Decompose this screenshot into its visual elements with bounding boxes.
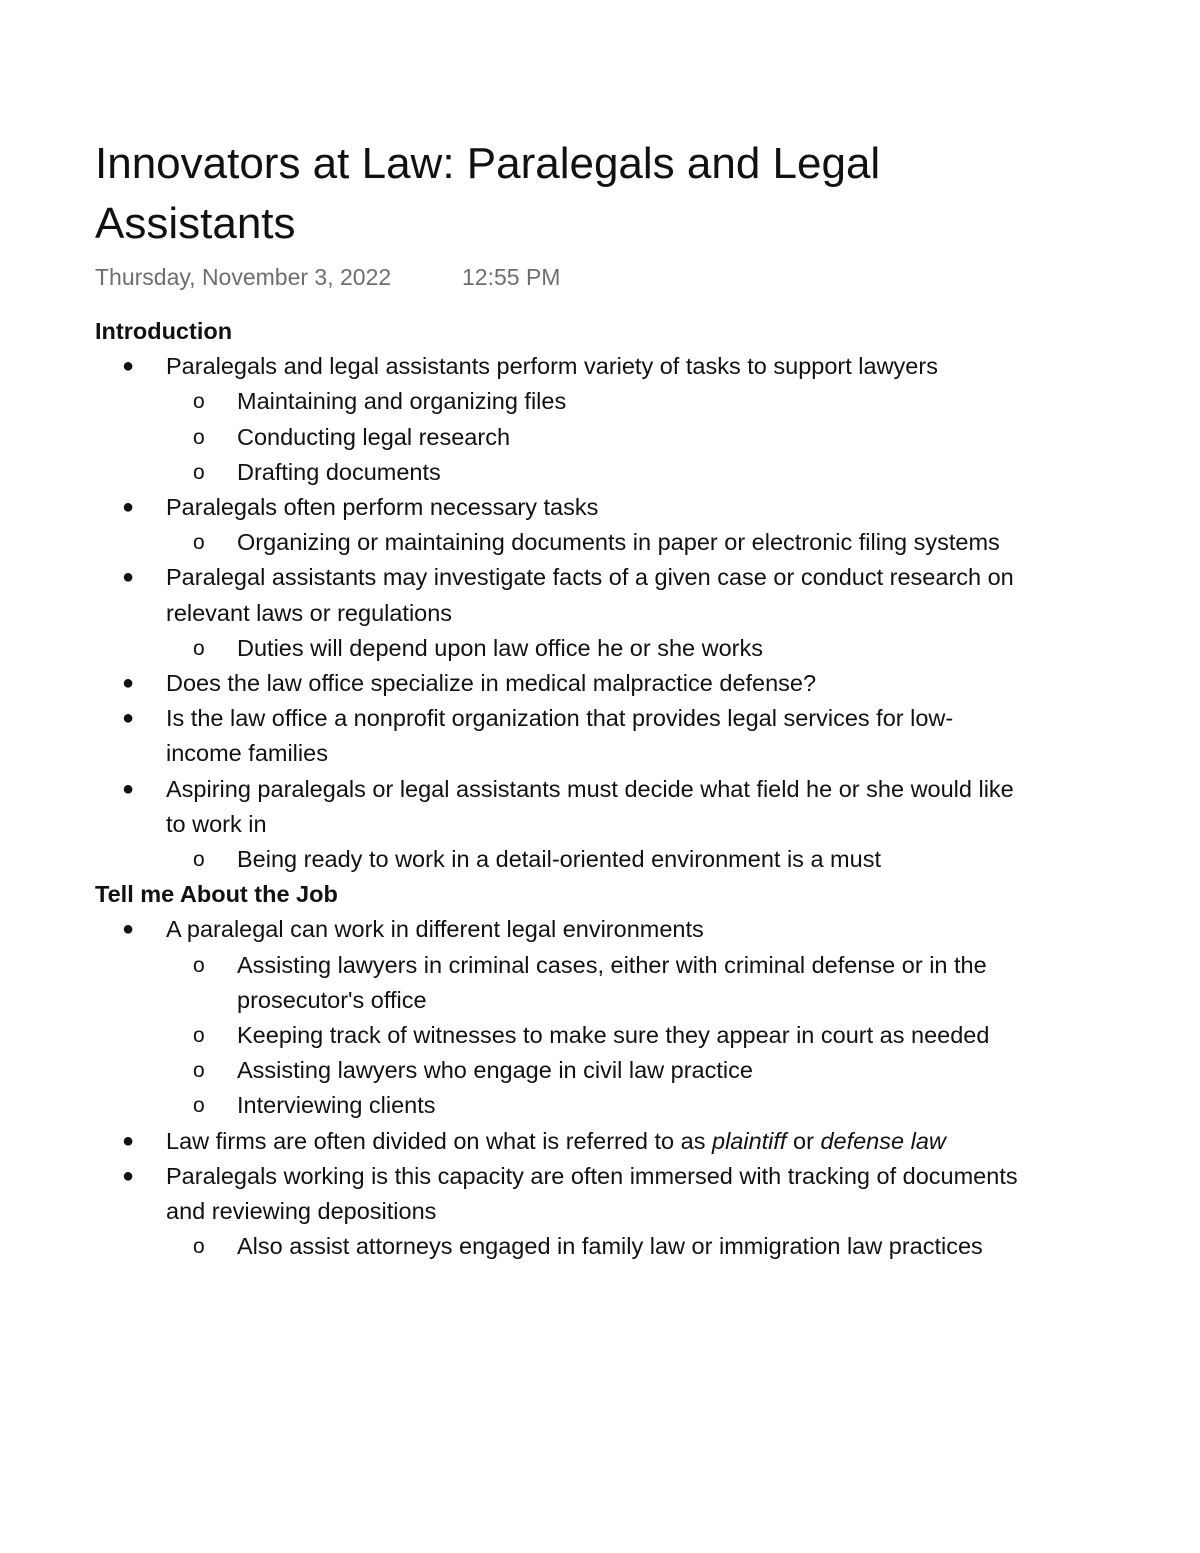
hollow-bullet-icon: o	[193, 460, 205, 484]
bullet-icon: ●	[122, 777, 135, 800]
bullet-list-job	[95, 912, 1025, 1264]
list-item-text: Is the law office a nonprofit organization that provides legal services for low-income families	[166, 705, 954, 767]
sub-list-item-text: Conducting legal research	[237, 423, 511, 450]
list-item-text	[166, 1128, 946, 1154]
hollow-bullet-icon: o	[193, 953, 205, 977]
sub-list-item-text: Also assist attorneys engaged in family law or immigration law practices	[237, 1233, 983, 1260]
list-item-text: Paralegals often perform necessary tasks	[166, 494, 599, 521]
sub-list-item	[166, 948, 1025, 1018]
text-run: Law firms are often divided on what is referred to as	[166, 1127, 712, 1154]
list-item	[95, 701, 1025, 771]
list-item	[95, 1124, 1025, 1159]
sub-list-item	[166, 455, 1025, 490]
list-item-text: Does the law office specialize in medical malpractice defense?	[166, 670, 817, 697]
bullet-icon: ●	[122, 672, 135, 695]
hollow-bullet-icon: o	[193, 1059, 205, 1083]
hollow-bullet-icon: o	[193, 390, 205, 414]
list-item	[95, 772, 1025, 878]
sub-list-item-text: Assisting lawyers in criminal cases, either with criminal defense or in the prosecutor's office	[237, 951, 987, 1013]
list-item	[95, 912, 1025, 1123]
sub-list	[166, 525, 1025, 560]
list-item-text: Paralegals and legal assistants perform variety of tasks to support lawyers	[166, 353, 938, 380]
hollow-bullet-icon: o	[193, 425, 205, 449]
sub-list-item	[166, 1088, 1025, 1123]
page-title: Innovators at Law: Paralegals and Legal Assistants	[95, 139, 881, 248]
sub-list-item-text: Maintaining and organizing files	[237, 388, 567, 415]
sub-list-item-text: Keeping track of witnesses to make sure they appear in court as needed	[237, 1022, 990, 1049]
section-heading-tell-me-about-the-job: Tell me About the Job	[95, 881, 338, 908]
list-item-text: Paralegal assistants may investigate facts of a given case or conduct research on relevant laws or regulations	[166, 564, 1014, 626]
hollow-bullet-icon: o	[193, 636, 205, 660]
sub-list	[166, 384, 1025, 490]
sub-list-item	[166, 1018, 1025, 1053]
list-item-text: Paralegals working is this capacity are often immersed with tracking of documents and reviewing depositions	[166, 1162, 1018, 1225]
sub-list-item-text: Duties will depend upon law office he or she works	[237, 634, 763, 661]
sub-list-item	[166, 842, 1025, 877]
bullet-icon: ●	[122, 355, 135, 378]
sub-list-item	[166, 384, 1025, 419]
sub-list-item-text: Assisting lawyers who engage in civil law practice	[237, 1057, 753, 1084]
hollow-bullet-icon: o	[193, 1024, 205, 1048]
sub-list	[166, 948, 1025, 1124]
bullet-icon: ●	[122, 1129, 135, 1152]
hollow-bullet-icon: o	[193, 848, 205, 872]
list-item-text: A paralegal can work in different legal environments	[166, 916, 704, 943]
bullet-icon: ●	[122, 707, 135, 730]
list-item-text: Aspiring paralegals or legal assistants must decide what field he or she would like to work in	[166, 775, 1014, 837]
bullet-icon: ●	[122, 496, 135, 519]
sub-list-item	[166, 420, 1025, 455]
note-timestamp	[95, 262, 561, 292]
text-run: or	[786, 1127, 821, 1154]
sub-list-item	[166, 525, 1025, 560]
hollow-bullet-icon: o	[193, 1094, 205, 1118]
bullet-icon: ●	[122, 918, 135, 941]
bullet-icon: ●	[122, 566, 135, 589]
italic-term-plaintiff: plaintiff	[712, 1127, 787, 1154]
sub-list-item-text: Interviewing clients	[237, 1092, 436, 1119]
italic-term-defense-law: defense law	[820, 1127, 946, 1154]
hollow-bullet-icon: o	[193, 1235, 205, 1259]
sub-list-item	[166, 1229, 1025, 1264]
section-heading-introduction: Introduction	[95, 318, 233, 344]
note-time: 12:55 PM	[462, 264, 561, 290]
bullet-list-introduction	[95, 349, 1025, 877]
note-body	[95, 314, 1025, 1264]
sub-list	[166, 842, 1025, 877]
hollow-bullet-icon: o	[193, 531, 205, 555]
sub-list-item	[166, 631, 1025, 666]
sub-list-item-text: Being ready to work in a detail-oriented environment is a must	[237, 846, 881, 873]
bullet-icon: ●	[122, 1164, 135, 1187]
list-item	[95, 349, 1025, 490]
sub-list-item-text: Drafting documents	[237, 458, 441, 485]
list-item	[95, 490, 1025, 560]
list-item	[95, 1159, 1025, 1265]
sub-list-item	[166, 1053, 1025, 1088]
note-date: Thursday, November 3, 2022	[95, 264, 392, 290]
list-item	[95, 560, 1025, 666]
sub-list	[166, 1229, 1025, 1264]
sub-list-item-text: Organizing or maintaining documents in paper or electronic filing systems	[237, 529, 1000, 556]
sub-list	[166, 631, 1025, 666]
list-item	[95, 666, 1025, 701]
